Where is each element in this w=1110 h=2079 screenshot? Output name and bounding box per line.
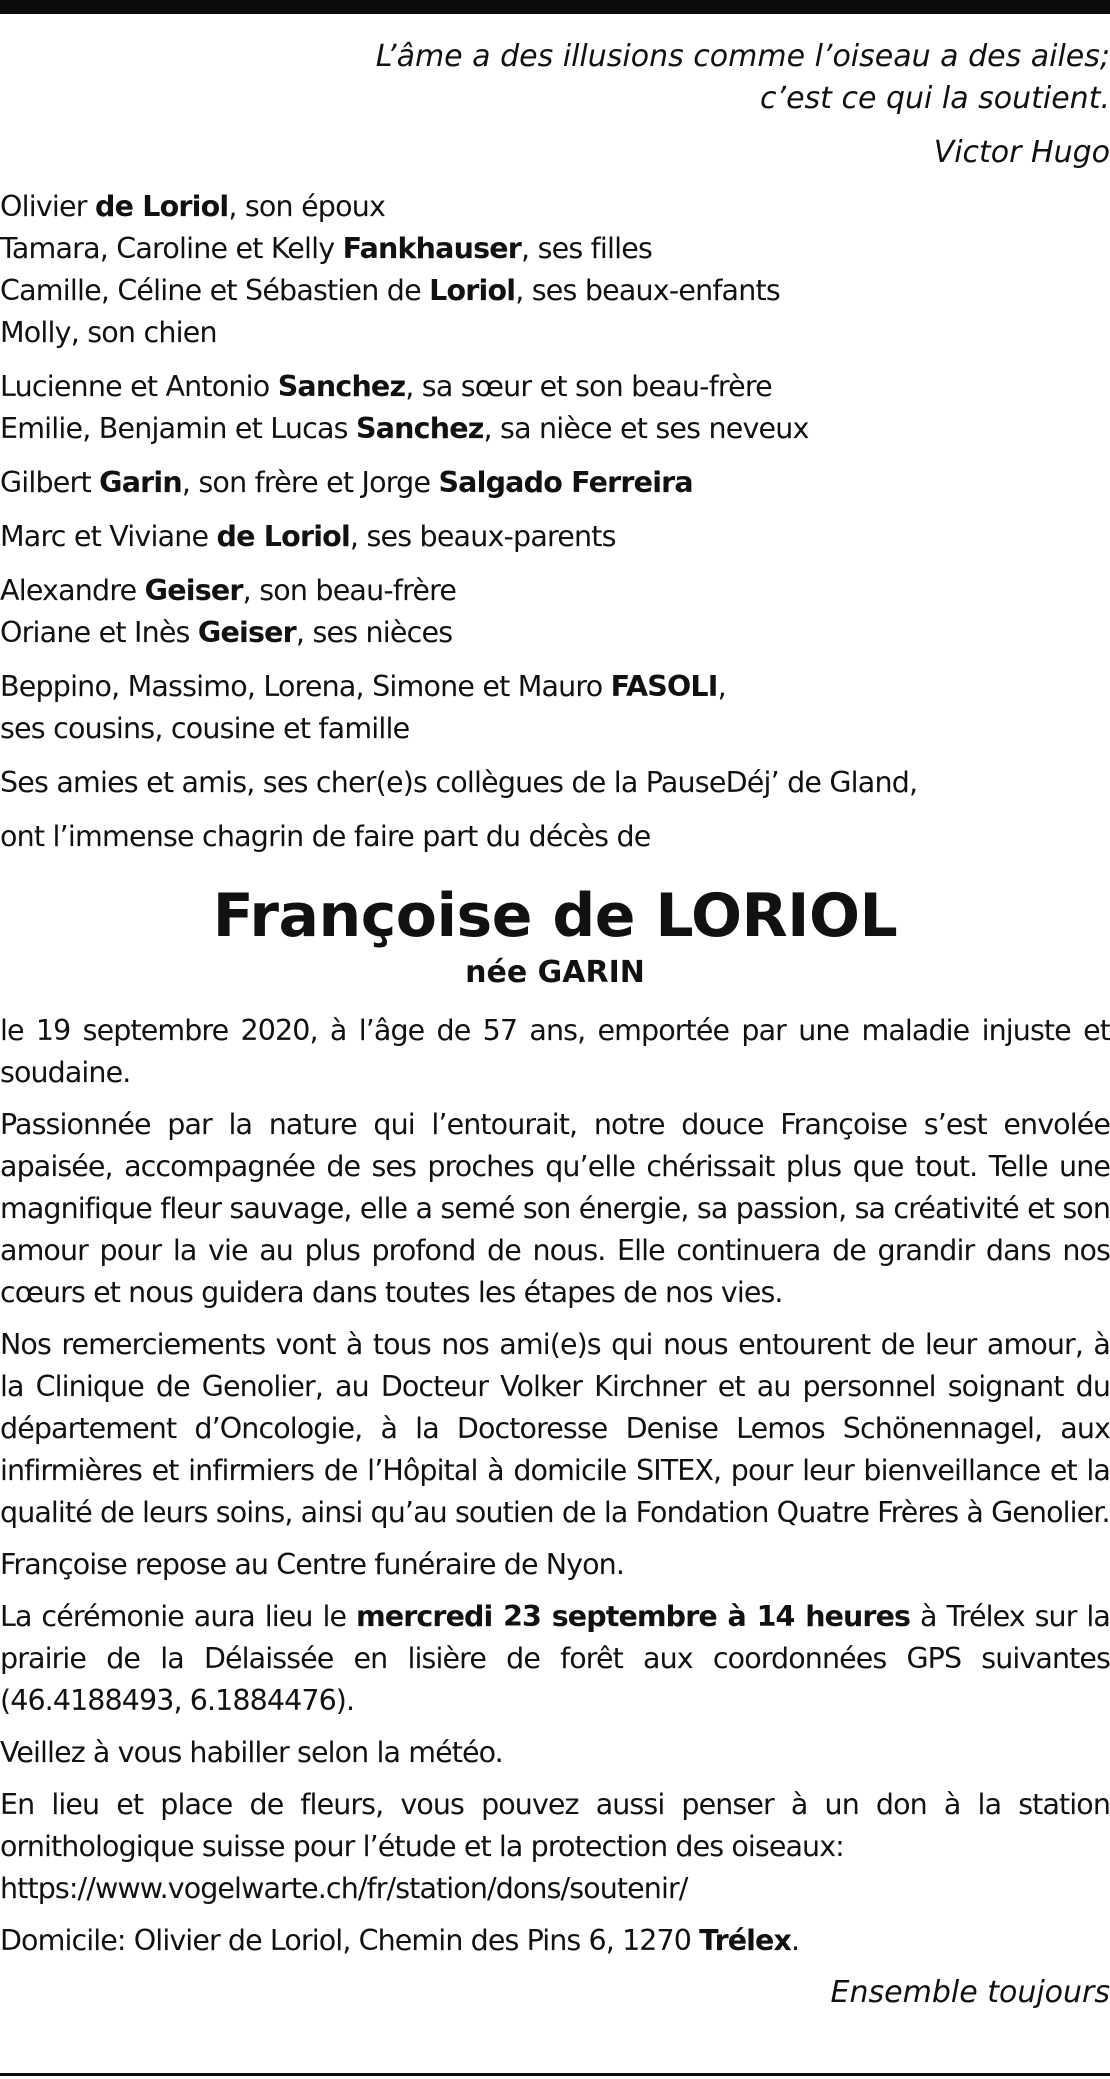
- epigraph-line-1: L’âme a des illusions comme l’oiseau a des ailes;: [375, 39, 1110, 74]
- death-date-paragraph: le 19 septembre 2020, à l’âge de 57 ans, emportée par une maladie injuste et soudaine.: [0, 1014, 1110, 1089]
- family-brother-in-law: [0, 570, 1110, 612]
- name-text: Beppino, Massimo, Lorena, Simone et Mauro: [0, 670, 611, 703]
- epigraph-line-2: c’est ce qui la soutient.: [760, 81, 1110, 116]
- family-friends: Ses amies et amis, ses cher(e)s collègues de la PauseDéj’ de Gland,: [0, 766, 918, 799]
- name-text: Marc et Viviane: [0, 520, 217, 553]
- ceremony-location: à Trélex sur la prairie de la Délaissée en lisière de forêt aux coordonnées GPS suivantes (46.4188493, 6.1884476).: [0, 1600, 1110, 1717]
- rest-place-paragraph: Françoise repose au Centre funéraire de Nyon.: [0, 1548, 624, 1581]
- domicile-text: Domicile: Olivier de Loriol, Chemin des Pins 6, 1270: [0, 1924, 700, 1957]
- family-brother: [0, 462, 1110, 504]
- relation-text: , son frère et Jorge: [181, 466, 439, 499]
- obituary-notice: [0, 36, 1110, 2014]
- donation-link[interactable]: https://www.vogelwarte.ch/fr/station/dons/soutenir/: [0, 1872, 688, 1905]
- relation-text: ,: [717, 670, 726, 703]
- domicile-town: Trélex: [699, 1924, 791, 1957]
- relation-text: , sa sœur et son beau-frère: [405, 370, 772, 403]
- name-text: Gilbert: [0, 466, 100, 499]
- name-text: Oriane et Inès: [0, 616, 198, 649]
- weather-paragraph: Veillez à vous habiller selon la météo.: [0, 1736, 503, 1769]
- surname: Geiser: [197, 616, 296, 649]
- domicile-paragraph: [0, 1920, 1110, 1962]
- ceremony-paragraph: [0, 1596, 1110, 1722]
- relation-text: , ses beaux-enfants: [515, 274, 780, 307]
- relation-text: , ses nièces: [295, 616, 453, 649]
- family-daughters: [0, 228, 1110, 270]
- relation-text: , ses beaux-parents: [349, 520, 616, 553]
- announcement-line: ont l’immense chagrin de faire part du décès de: [0, 820, 651, 853]
- ceremony-date: mercredi 23 septembre à 14 heures: [356, 1600, 911, 1633]
- family-dog: Molly, son chien: [0, 316, 217, 349]
- family-in-laws: [0, 516, 1110, 558]
- thanks-paragraph: Nos remerciements vont à tous nos ami(e)s qui nous entourent de leur amour, à la Clinique de Genolier, au Docteur Volker Kirchner et au personnel soignant du département d’Oncologie, à la Doctoresse Denise Lemos Schönennagel, aux infirmières et infirmiers de l’Hôpital à domicile SITEX, pour leur bienveillance et la qualité de leurs soins, ainsi qu’au soutien de la Fondation Quatre Frères à Genolier.: [0, 1328, 1110, 1529]
- surname: Geiser: [144, 574, 243, 607]
- relation-text: , son beau-frère: [242, 574, 457, 607]
- surname: Salgado Ferreira: [438, 466, 693, 499]
- relation-text: , son époux: [228, 190, 386, 223]
- name-text: Emilie, Benjamin et Lucas: [0, 412, 356, 445]
- family-nieces: [0, 612, 1110, 654]
- deceased-name: Françoise de LORIOL: [212, 881, 898, 951]
- name-text: Camille, Céline et Sébastien de: [0, 274, 430, 307]
- family-niece-nephews: [0, 408, 1110, 450]
- ceremony-text: La cérémonie aura lieu le: [0, 1600, 357, 1633]
- surname: Sanchez: [355, 412, 484, 445]
- family-cousins: [0, 666, 1110, 708]
- closing-motto: Ensemble toujours: [830, 1975, 1110, 2010]
- maiden-name: née GARIN: [465, 955, 645, 990]
- relation-text: , sa nièce et ses neveux: [483, 412, 809, 445]
- family-list: [0, 186, 1110, 858]
- name-text: Tamara, Caroline et Kelly: [0, 232, 343, 265]
- surname: Sanchez: [277, 370, 406, 403]
- donation-paragraph: [0, 1784, 1110, 1910]
- name-text: Alexandre: [0, 574, 145, 607]
- surname: de Loriol: [94, 190, 229, 223]
- relation-text: , ses filles: [521, 232, 653, 265]
- domicile-period: .: [790, 1924, 800, 1957]
- family-sister: [0, 366, 1110, 408]
- family-stepchildren: [0, 270, 1110, 312]
- surname: de Loriol: [216, 520, 350, 553]
- family-spouse: [0, 186, 1110, 228]
- name-text: Olivier: [0, 190, 95, 223]
- epigraph-author: Victor Hugo: [933, 135, 1110, 170]
- donation-text: En lieu et place de fleurs, vous pouvez aussi penser à un don à la station ornithologique suisse pour l’étude et la protection des oiseaux:: [0, 1788, 1110, 1863]
- name-text: Lucienne et Antonio: [0, 370, 278, 403]
- surname: Loriol: [429, 274, 516, 307]
- surname: Fankhauser: [342, 232, 522, 265]
- family-cousins-relation: ses cousins, cousine et famille: [0, 712, 410, 745]
- top-border: [0, 0, 1110, 14]
- surname: FASOLI: [610, 670, 718, 703]
- tribute-paragraph: Passionnée par la nature qui l’entourait, notre douce Françoise s’est envolée apaisée, accompagnée de ses proches qu’elle chérissait plus que tout. Telle une magnifique fleur sauvage, elle a semé son énergie, sa passion, sa créativité et son amour pour la vie au plus profond de nous. Elle continuera de grandir dans nos cœurs et nous guidera dans toutes les étapes de nos vies.: [0, 1108, 1110, 1309]
- bottom-border: [0, 2073, 1110, 2076]
- surname: Garin: [99, 466, 182, 499]
